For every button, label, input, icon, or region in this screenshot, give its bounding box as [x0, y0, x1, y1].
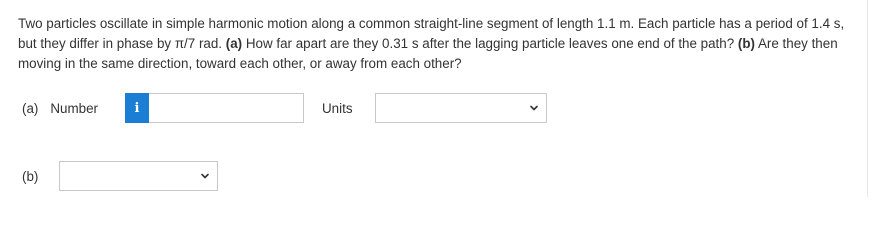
part-a-label: (a)	[22, 100, 39, 116]
info-icon: i	[134, 100, 140, 116]
direction-select[interactable]	[59, 161, 218, 191]
question-text	[18, 14, 858, 74]
chevron-down-icon	[529, 103, 539, 113]
number-input[interactable]	[149, 93, 304, 123]
part-a-row	[22, 93, 353, 123]
info-button[interactable]	[125, 93, 149, 123]
question-intro: Two particles oscillate in simple harmonic motion along a common straight-line segment of length 1.1 m. Each particle has a period of 1.4 s, but they differ in phase by π/7 rad.	[18, 16, 845, 51]
chevron-down-icon	[200, 171, 210, 181]
question-part-a: How far apart are they 0.31 s after the lagging particle leaves one end of the path?	[242, 36, 738, 51]
part-b-marker: (b)	[737, 36, 756, 51]
number-label: Number	[50, 100, 99, 116]
units-select[interactable]	[375, 93, 547, 123]
question-part-b: Are they then moving in the same direction, toward each other, or away from each other?	[18, 36, 838, 71]
part-b-label: (b)	[22, 168, 39, 184]
units-label: Units	[322, 100, 353, 116]
part-a-marker: (a)	[225, 36, 243, 51]
